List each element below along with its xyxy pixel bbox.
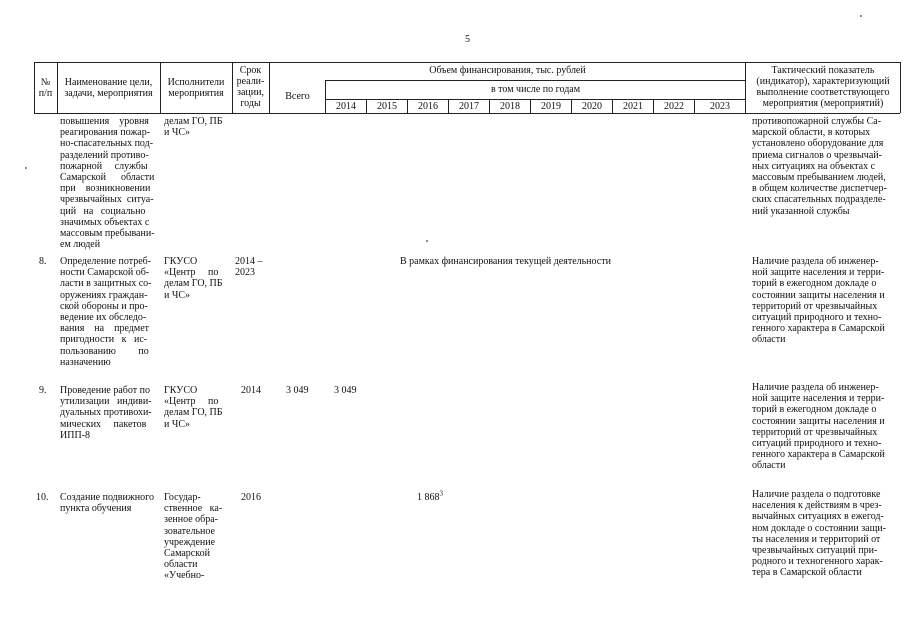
row-total: 3 049 [286, 385, 309, 396]
page-number: 5 [465, 34, 470, 45]
scan-speck [25, 167, 27, 169]
row-indicator: Наличие раздела о подготовке населения к действиям в чрез- вычайных ситуациях в ежегод- ном докладе о состоянии защи- ты населения и территорий от чрезвычайных ситуаций при- родного и техногенного харак- тера в Самарской области [752, 489, 886, 579]
header-num: № п/п [38, 77, 53, 99]
row-name: Проведение работ по утилизации индиви- дуальных противохи- мических пакетов ИПП-8 [60, 385, 152, 441]
row-amount-2014: 3 049 [334, 385, 357, 396]
header-total: Всего [285, 91, 310, 102]
scan-speck [860, 15, 862, 17]
header-year-2017: 2017 [459, 101, 479, 112]
header-year-2022: 2022 [664, 101, 684, 112]
row-executors: делам ГО, ПБ и ЧС» [164, 116, 223, 139]
header-year-2014: 2014 [336, 101, 356, 112]
row-indicator: Наличие раздела об инженер- ной защите населения и терри- торий в ежегодном докладе о состоянии защиты населения и территорий от чрезвычайных ситуаций природного и техно- генного характера в Самарской области [752, 256, 885, 346]
row-term: 2014 – 2023 [235, 256, 263, 279]
footnote-marker: 3 [439, 489, 443, 498]
header-indicator: Тактический показатель (индикатор), характеризующий выполнение соответствующего мероприятия (мероприятий) [756, 65, 890, 109]
row-number: 9. [39, 385, 47, 396]
scan-speck [426, 240, 428, 242]
row-indicator: Наличие раздела об инженер- ной защите населения и терри- торий в ежегодном докладе о состоянии защиты населения и территорий от чрезвычайных ситуаций природного и техно- генного характера в Самарской области [752, 382, 885, 472]
header-volume: Объем финансирования, тыс. рублей [429, 65, 586, 76]
row-term: 2016 [241, 492, 261, 503]
row-executors: Государ- ственное ка- зенное обра- зовательное учреждение Самарской области «Учебно- [164, 492, 223, 582]
header-year-2020: 2020 [582, 101, 602, 112]
header-year-2016: 2016 [418, 101, 438, 112]
row-executors: ГКУСО «Центр по делам ГО, ПБ и ЧС» [164, 385, 223, 430]
header-name: Наименование цели, задачи, мероприятия [64, 77, 153, 99]
row-amount-2016 [417, 489, 443, 503]
header-year-2021: 2021 [623, 101, 643, 112]
row-indicator: противопожарной службы Са- марской области, в которых установлено оборудование для приема сигналов о чрезвычай- ных ситуациях на объектах с массовым пребыванием людей, в общем количестве диспетчер- ских спасательных подразделе- ний указанной службы [752, 116, 887, 217]
header-year-2019: 2019 [541, 101, 561, 112]
row-term: 2014 [241, 385, 261, 396]
header-by-years: в том числе по годам [490, 84, 581, 95]
row-number: 8. [39, 256, 47, 267]
row-name: повышения уровня реагирования пожар- но-спасательных под- разделений противо- пожарной службы Самарской области при возникновении чрезвычайных ситуа- ций на социально значимых объектах с массовым пребывани- ем людей [60, 116, 155, 251]
row-funding-note: В рамках финансирования текущей деятельности [400, 256, 611, 267]
header-year-2023: 2023 [710, 101, 730, 112]
header-executors: Исполнители мероприятия [167, 77, 225, 99]
row-name: Создание подвижного пункта обучения [60, 492, 154, 515]
header-year-2018: 2018 [500, 101, 520, 112]
header-term: Срок реали- зации, годы [236, 65, 265, 109]
header-year-2015: 2015 [377, 101, 397, 112]
row-amount-2016-value: 1 868 [417, 492, 440, 503]
row-number: 10. [36, 492, 49, 503]
row-name: Определение потреб- ности Самарской об- ласти в защитных со- оружениях граждан- ской обороны и про- ведение их обследо- вания на предмет пригодности к ис- пользованию по назначению [60, 256, 152, 368]
row-executors: ГКУСО «Центр по делам ГО, ПБ и ЧС» [164, 256, 223, 301]
